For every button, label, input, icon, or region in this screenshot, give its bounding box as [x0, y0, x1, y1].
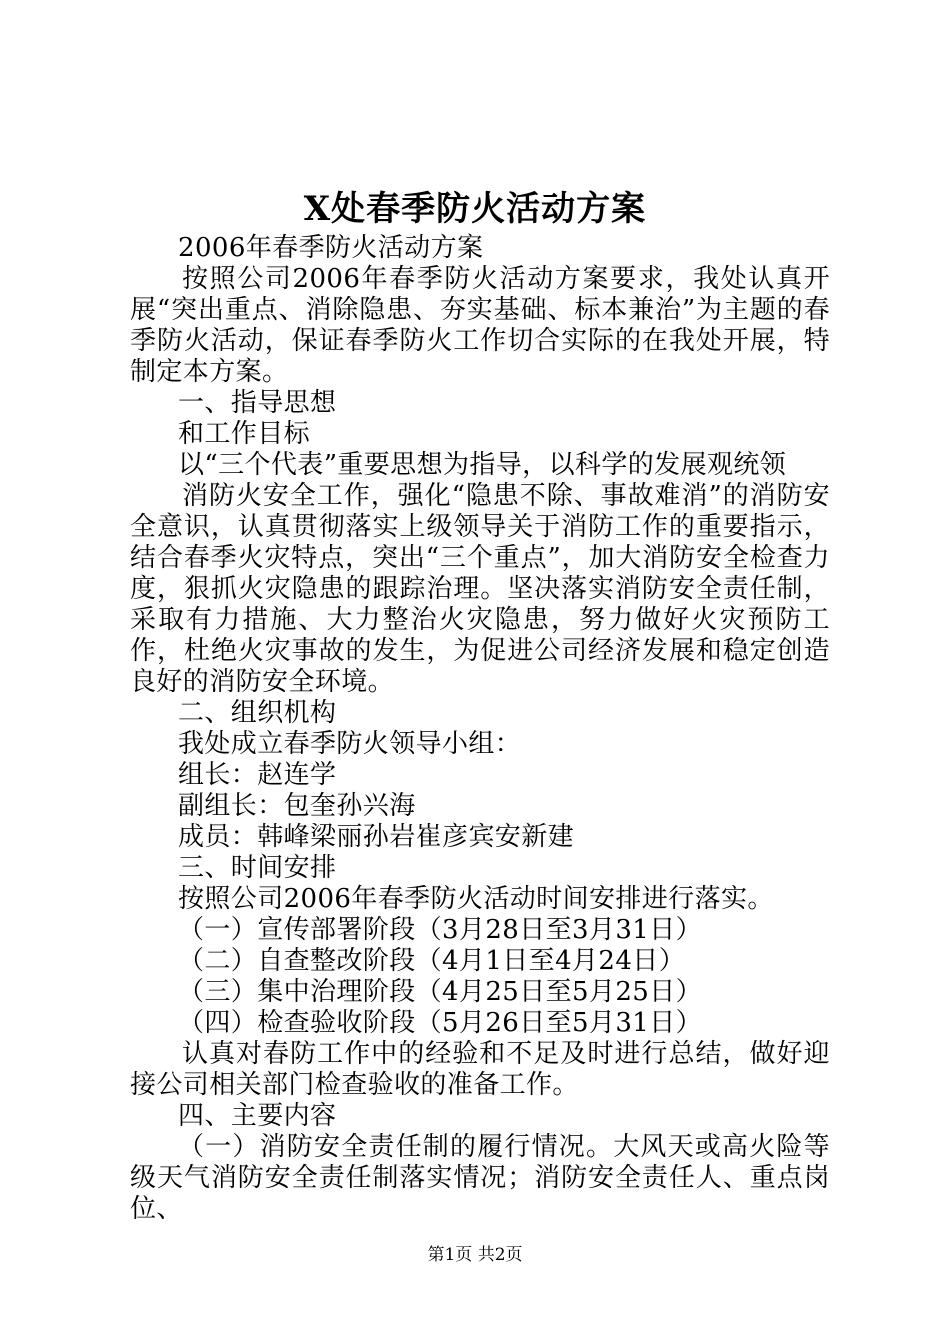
list-item: （一）宣传部署阶段（3月28日至3月31日）	[178, 915, 703, 945]
paragraph: 成员：韩峰梁丽孙岩崔彦宾安新建	[178, 822, 575, 852]
paragraph: 组长：赵连学	[178, 760, 337, 790]
paragraph: 按照公司2006年春季防火活动时间安排进行落实。	[178, 884, 774, 914]
list-item: （四）检查验收阶段（5月26日至5月31日）	[178, 1008, 703, 1038]
section-heading: 二、组织机构	[178, 698, 337, 728]
document-title: X处春季防火活动方案	[303, 189, 647, 229]
paragraph: 按照公司2006年春季防火活动方案要求，我处认真开展“突出重点、消除隐患、夯实基础、标本兼治”为主题的春季防火活动，保证春季防火工作切合实际的在我处开展，特制定本方案。	[130, 264, 830, 387]
section-heading: 三、时间安排	[178, 853, 337, 883]
page-footer: 第1页 共2页	[427, 1245, 523, 1265]
section-heading: 一、指导思想	[178, 388, 337, 418]
paragraph: 消防火安全工作，强化“隐患不除、事故难消”的消防安全意识，认真贯彻落实上级领导关于消防工作的重要指示，结合春季火灾特点，突出“三个重点”，加大消防安全检查力度，狠抓火灾隐患的跟踪治理。坚决落实消防安全责任制，采取有力措施、大力整治火灾隐患，努力做好火灾预防工作，杜绝火灾事故的发生，为促进公司经济发展和稳定创造良好的消防安全环境。	[130, 481, 830, 697]
document-body	[130, 233, 830, 1225]
paragraph: 我处成立春季防火领导小组：	[178, 729, 522, 759]
section-heading: 四、主要内容	[178, 1101, 337, 1131]
list-item: （三）集中治理阶段（4月25日至5月25日）	[178, 977, 703, 1007]
paragraph: （一）消防安全责任制的履行情况。大风天或高火险等级天气消防安全责任制落实情况；消防安全责任人、重点岗位、	[130, 1132, 830, 1224]
paragraph: 2006年春季防火活动方案	[178, 233, 484, 263]
paragraph: 认真对春防工作中的经验和不足及时进行总结，做好迎接公司相关部门检查验收的准备工作。	[130, 1039, 830, 1100]
paragraph: 副组长：包奎孙兴海	[178, 791, 416, 821]
paragraph: 以“三个代表”重要思想为指导，以科学的发展观统领	[178, 450, 787, 480]
paragraph: 和工作目标	[178, 419, 311, 449]
list-item: （二）自查整改阶段（4月1日至4月24日）	[178, 946, 686, 976]
